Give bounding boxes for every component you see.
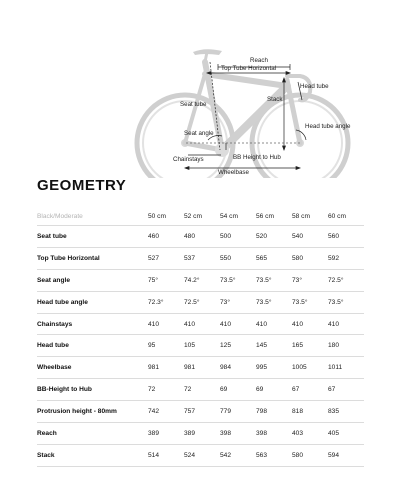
table-cell: 537: [184, 247, 220, 269]
table-cell: 75°: [148, 269, 184, 291]
table-cell: 410: [292, 313, 328, 335]
table-cell: 757: [184, 401, 220, 423]
table-cell: 1011: [328, 357, 364, 379]
row-label: Head tube angle: [37, 291, 148, 313]
table-row: [37, 247, 364, 269]
table-cell: 835: [328, 401, 364, 423]
row-label: Head tube: [37, 335, 148, 357]
table-cell: 180: [328, 335, 364, 357]
table-cell: 524: [184, 444, 220, 466]
bike-geometry-diagram: [0, 0, 400, 178]
chainstays-label: Chainstays: [173, 156, 204, 163]
table-cell: 389: [184, 423, 220, 445]
table-cell: 165: [292, 335, 328, 357]
saddle: [193, 49, 222, 62]
table-cell: 72.5°: [184, 291, 220, 313]
row-label: Stack: [37, 444, 148, 466]
table-cell: 981: [184, 357, 220, 379]
bike-illustration: [0, 0, 400, 178]
table-row: [37, 269, 364, 291]
table-cell: 72.3°: [148, 291, 184, 313]
table-cell: 560: [328, 226, 364, 248]
table-cell: 565: [256, 247, 292, 269]
table-cell: 73.5°: [328, 291, 364, 313]
table-cell: 105: [184, 335, 220, 357]
top-tube-horizontal-label: Top Tube Horizontal: [221, 65, 277, 72]
table-cell: 389: [148, 423, 184, 445]
row-label: Top Tube Horizontal: [37, 247, 148, 269]
table-cell: 592: [328, 247, 364, 269]
table-cell: 405: [328, 423, 364, 445]
table-corner-label: Black/Moderate: [37, 208, 148, 226]
table-cell: 527: [148, 247, 184, 269]
size-header: 60 cm: [328, 208, 364, 226]
head-tube-label: Head tube: [300, 83, 329, 90]
table-cell: 1005: [292, 357, 328, 379]
row-label: Protrusion height - 80mm: [37, 401, 148, 423]
table-cell: 67: [328, 379, 364, 401]
seat-tube-label: Seat tube: [180, 101, 207, 108]
table-row: [37, 291, 364, 313]
table-cell: 410: [328, 313, 364, 335]
table-cell: 540: [292, 226, 328, 248]
table-header-row: [37, 208, 364, 226]
table-cell: 410: [184, 313, 220, 335]
table-cell: 73°: [220, 291, 256, 313]
table-body: [37, 226, 364, 467]
table-cell: 72.5°: [328, 269, 364, 291]
table-row: [37, 423, 364, 445]
table-cell: 779: [220, 401, 256, 423]
page-title: GEOMETRY: [37, 177, 127, 194]
row-label: Seat tube: [37, 226, 148, 248]
reach-label: Reach: [250, 57, 268, 64]
size-header: 52 cm: [184, 208, 220, 226]
row-label: Seat angle: [37, 269, 148, 291]
table-cell: 500: [220, 226, 256, 248]
size-header: 50 cm: [148, 208, 184, 226]
table-cell: 550: [220, 247, 256, 269]
size-header: 58 cm: [292, 208, 328, 226]
table-row: [37, 401, 364, 423]
table-cell: 72: [184, 379, 220, 401]
seat-angle-label: Seat angle: [184, 130, 214, 137]
table-cell: 520: [256, 226, 292, 248]
table-cell: 995: [256, 357, 292, 379]
table-cell: 67: [292, 379, 328, 401]
table-cell: 580: [292, 247, 328, 269]
row-label: Reach: [37, 423, 148, 445]
table-cell: 410: [220, 313, 256, 335]
table-cell: 410: [148, 313, 184, 335]
table-cell: 73.5°: [256, 269, 292, 291]
table-cell: 981: [148, 357, 184, 379]
table-cell: 73.5°: [256, 291, 292, 313]
table-cell: 73.5°: [220, 269, 256, 291]
size-header: 54 cm: [220, 208, 256, 226]
row-label: Wheelbase: [37, 357, 148, 379]
table-cell: 580: [292, 444, 328, 466]
table-cell: 73.5°: [292, 291, 328, 313]
wheelbase-label: Wheelbase: [218, 169, 249, 176]
table-cell: 460: [148, 226, 184, 248]
table-row: [37, 226, 364, 248]
table-cell: 73°: [292, 269, 328, 291]
table-cell: 69: [220, 379, 256, 401]
table-cell: 742: [148, 401, 184, 423]
table-cell: 74.2°: [184, 269, 220, 291]
row-label: BB-Height to Hub: [37, 379, 148, 401]
table-cell: 95: [148, 335, 184, 357]
table-cell: 398: [220, 423, 256, 445]
table-cell: 398: [256, 423, 292, 445]
table-cell: 542: [220, 444, 256, 466]
table-row: [37, 379, 364, 401]
table-cell: 798: [256, 401, 292, 423]
table-cell: 480: [184, 226, 220, 248]
table-cell: 514: [148, 444, 184, 466]
table-cell: 72: [148, 379, 184, 401]
table-cell: 125: [220, 335, 256, 357]
table-row: [37, 313, 364, 335]
table-cell: 984: [220, 357, 256, 379]
geometry-table: [37, 208, 364, 467]
stack-label: Stack: [267, 96, 283, 103]
table-cell: 818: [292, 401, 328, 423]
table-row: [37, 357, 364, 379]
table-cell: 69: [256, 379, 292, 401]
table-cell: 410: [256, 313, 292, 335]
table-cell: 594: [328, 444, 364, 466]
table-cell: 145: [256, 335, 292, 357]
table-row: [37, 335, 364, 357]
head-tube-angle-label: Head tube angle: [305, 123, 351, 130]
bb-height-to-hub-label: BB Height to Hub: [233, 154, 281, 161]
table-cell: 563: [256, 444, 292, 466]
table-row: [37, 444, 364, 466]
row-label: Chainstays: [37, 313, 148, 335]
size-header: 56 cm: [256, 208, 292, 226]
table-cell: 403: [292, 423, 328, 445]
